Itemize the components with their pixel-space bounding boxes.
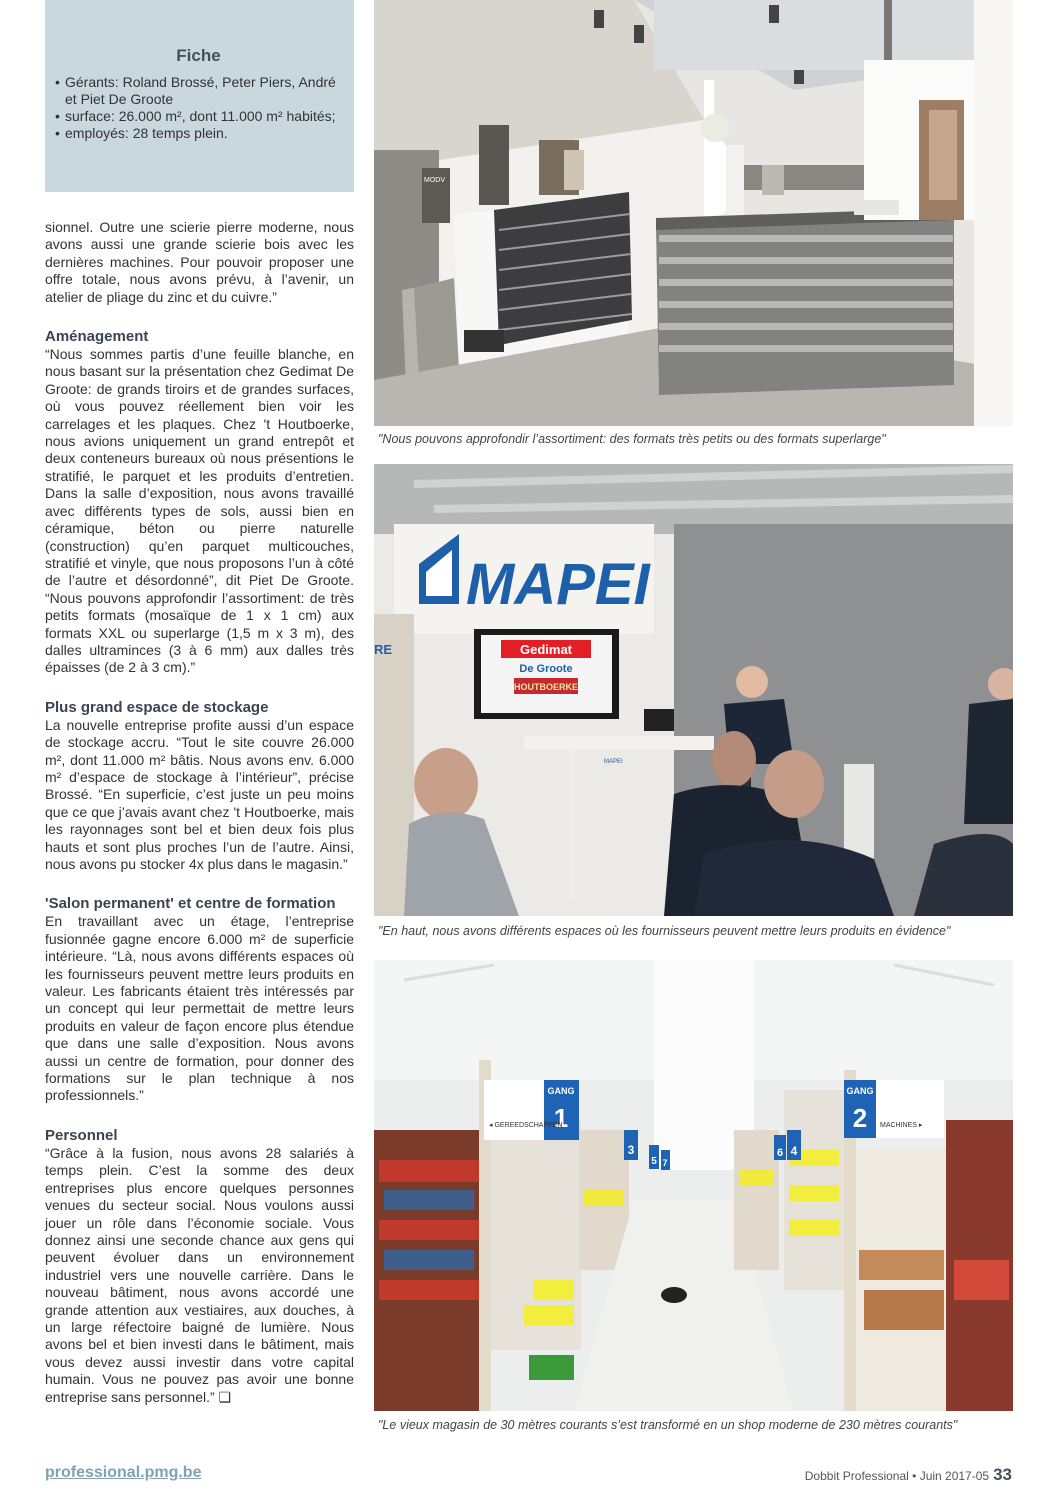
photo-shop [374, 960, 1013, 1411]
screen-houtboerke: HOUTBOERKE [513, 682, 579, 692]
showroom-sign: MODV [424, 177, 445, 184]
article-column [45, 219, 354, 1406]
sign-gereedschappen: ◂ GEREEDSCHAPPEN [489, 1122, 563, 1129]
page-number: 33 [993, 1465, 1012, 1484]
section-heading-personnel: Personnel [45, 1126, 118, 1144]
gang-7-number: 7 [662, 1158, 668, 1168]
gang-1-word: GANG [547, 1086, 575, 1096]
gang-4-number: 4 [790, 1144, 798, 1158]
fiche-item-employees: • employés: 28 temps plein. [55, 125, 342, 142]
section-text-amenagement: “Nous sommes partis d’une feuille blanche, en nous basant sur la présentation chez Gedimat De Groote: de grands tiroirs et de grandes surfaces, où vous pouvez réellement bien voir les carrelages et les plaques. Chez 't Houtboerke, nous avions uniquement un grand entrepôt et deux conteneurs bureaux où nous présentions le stratifié, le parquet et les produits d’entretien. Dans la salle d’exposition, nous avons travaillé avec différents types de sols, aussi bien en céramique, béton ou pierre naturelle (construction) qu’en parquet multicouches, stratifié et vinyle, que nous proposons l’un à côté de l’autre et désordonné”, dit Piet De Groote. “Nous pouvons approfondir l’assortiment: de très petits formats (mosaïque de 1 x 1 cm) aux formats XXL ou superlarge (1,5 m x 3 m), des dalles ultraminces (3 à 6 mm) aux dalles très épaisses (de 2 à 3 cm).” [45, 346, 354, 676]
section-heading-amenagement: Aménagement [45, 328, 149, 346]
sign-machines: MACHINES ▸ [880, 1122, 923, 1129]
footer-magazine-info [805, 1465, 1012, 1485]
gang-2-word: GANG [846, 1086, 874, 1096]
photo-showroom [374, 0, 1013, 426]
screen-degroote: De Groote [519, 663, 573, 675]
showroom-illustration [374, 0, 1013, 426]
section-text-salon: En travaillant avec un étage, l’entreprise fusionnée gagne encore 6.000 m² de superficie intérieure. “Là, nous avons différents espaces où les fournisseurs peuvent mettre leurs produits en valeur. Les fabricants étaient très intéressés par un concept qui leur permettait de mettre leurs produits en valeur de façon encore plus étendue que dans une salle d’exposition. Nous avons aussi un centre de formation, pour donner des formations sur le plan technique à nos professionnels.” [45, 913, 354, 1104]
desk-label: MAPEI [604, 759, 623, 765]
fiche-title: Fiche [176, 46, 221, 65]
gang-6-number: 6 [776, 1147, 784, 1159]
footer-magazine: Dobbit Professional • Juin 2017-05 [804, 1469, 990, 1483]
fiche-item-surface: • surface: 26.000 m², dont 11.000 m² habités; [55, 108, 342, 125]
section-text-stockage: La nouvelle entreprise profite aussi d’un espace de stockage accru. “Tout le site couvre 26.000 m², dont 11.000 m² bâtis. Nous avons env. 6.000 m² d’espace de stockage à l’intérieur”, précise Brossé. “En superficie, c’est juste un peu moins que ce que j’avais avant chez 't Houtboerke, mais les rayonnages sont bel et bien deux fois plus hauts et sont plus proches l’un de l’autre. Ainsi, nous avons pu stocker 4x plus dans le magasin.” [45, 716, 354, 872]
gang-1-number: 1 [553, 1103, 569, 1133]
section-text-personnel: “Grâce à la fusion, nous avons 28 salariés à temps plein. C’est la somme des deux entreprises plus encore quelques personnes venues du secteur social. Nous voulons aussi jouer un rôle dans l’économie sociale. Vous donnez ainsi une seconde chance aux gens qui peuvent évoluer dans un environnement industriel vers une nouvelle carrière. Dans le nouveau bâtiment, nous avons accordé une grande attention aux vestiaires, aux douches, à un large réfectoire baigné de lumière. Nous avons bel et bien investi dans le bâtiment, mais vous devez aussi investir dans votre capital humain. Vous ne pouvez pas avoir une bonne entreprise sans personnel.” ❏ [45, 1144, 354, 1405]
fiche-item-managers: • Gérants: Roland Brossé, Peter Piers, André et Piet De Groote [55, 74, 342, 108]
photo-training [374, 464, 1013, 916]
article-intro: sionnel. Outre une scierie pierre moderne, nous avons aussi une grande scierie bois avec les dernières machines. Pour pouvoir proposer une offre totale, nous avons prévu, à l’avenir, un atelier de pliage du zinc et du cuivre.” [45, 219, 354, 305]
gang-3-number: 3 [627, 1143, 635, 1157]
section-heading-stockage: Plus grand espace de stockage [45, 698, 269, 716]
fiche-list [55, 74, 342, 142]
training-illustration [374, 464, 1013, 916]
section-heading-salon: 'Salon permanent' et centre de formation [45, 895, 336, 913]
caption-showroom: "Nous pouvons approfondir l’assortiment: des formats très petits ou des formats superlarge" [378, 432, 886, 446]
mapei-logo-text: MAPEI [466, 552, 650, 617]
caption-shop: "Le vieux magasin de 30 mètres courants s’est transformé en un shop moderne de 230 mètres courants" [378, 1418, 958, 1432]
fiche-box [45, 0, 354, 192]
shop-illustration [374, 960, 1013, 1411]
screen-gedimat: Gedimat [519, 642, 573, 657]
footer-url-link[interactable]: professional.pmg.be [45, 1464, 202, 1481]
gang-2-number: 2 [852, 1103, 868, 1133]
caption-training: "En haut, nous avons différents espaces où les fournisseurs peuvent mettre leurs produits en évidence" [378, 924, 951, 938]
gang-5-number: 5 [651, 1156, 657, 1167]
svg-text:RE: RE [374, 642, 393, 657]
